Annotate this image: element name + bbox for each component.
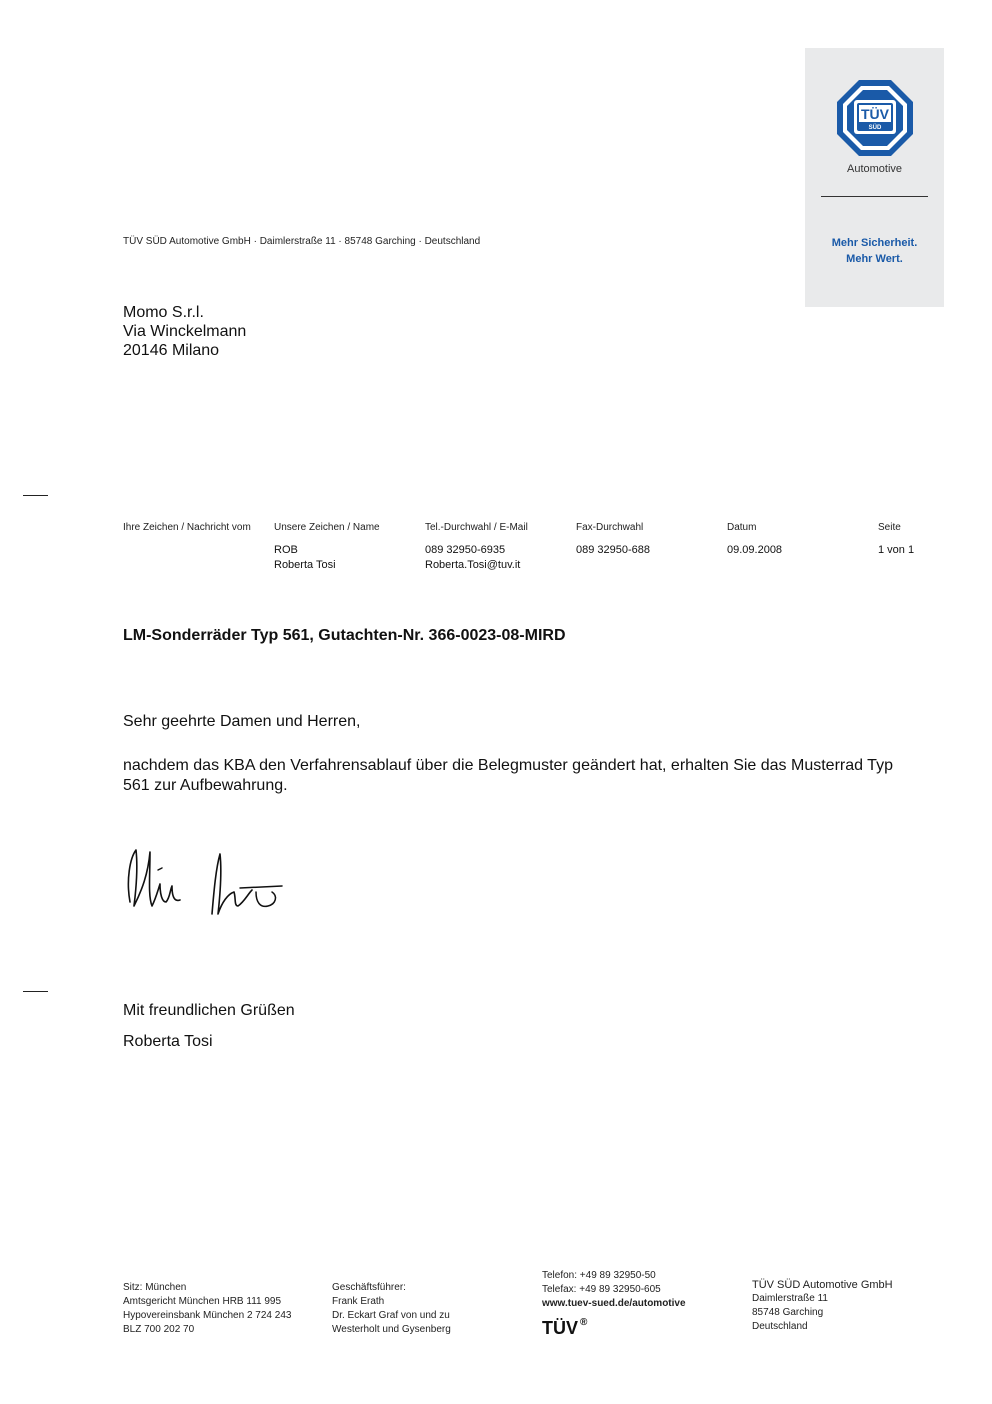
letter-body: nachdem das KBA den Verfahrensablauf über die Belegmuster geändert hat, erhalten Sie das Musterrad Typ 561 zur Aufbewahrung. [123, 757, 893, 794]
ref-date-label: Datum [727, 522, 757, 533]
logo-slogan [805, 235, 944, 267]
salutation: Sehr geehrte Damen und Herren, [123, 713, 361, 730]
svg-text:TÜV: TÜV [861, 106, 889, 122]
svg-text:®: ® [580, 1317, 588, 1328]
footer-company-name: TÜV SÜD Automotive GmbH [752, 1279, 893, 1291]
footer-fax: Telefax: +49 89 32950-605 [542, 1284, 661, 1295]
fold-mark-upper [23, 495, 48, 496]
ref-fax-value: 089 32950-688 [576, 544, 651, 556]
recipient-city: 20146 Milano [123, 342, 220, 359]
ref-phone-email [425, 520, 528, 573]
fold-mark-lower [23, 991, 48, 992]
ref-phone-value: 089 32950-6935 [425, 544, 506, 556]
recipient-name: Momo S.r.l. [123, 304, 204, 321]
slogan-line-2: Mehr Wert. [846, 253, 903, 265]
ref-our-reference-name: Roberta Tosi [274, 559, 336, 571]
logo-panel [805, 48, 944, 307]
sender-address-line: TÜV SÜD Automotive GmbH · Daimlerstraße 11 · 85748 Garching · Deutschland [123, 236, 481, 247]
recipient-address [123, 303, 246, 360]
footer-management-label: Geschäftsführer: [332, 1282, 406, 1293]
footer-company-street: Daimlerstraße 11 [752, 1293, 828, 1304]
svg-text:TÜV: TÜV [542, 1318, 578, 1338]
ref-phone-label: Tel.-Durchwahl / E-Mail [425, 522, 528, 533]
footer-company-city: 85748 Garching [752, 1307, 824, 1318]
recipient-street: Via Winckelmann [123, 323, 247, 340]
closing-phrase: Mit freundlichen Grüßen [123, 1002, 295, 1019]
ref-page-value: 1 von 1 [878, 544, 915, 556]
ref-fax-label: Fax-Durchwahl [576, 522, 644, 533]
footer-seat: Sitz: München [123, 1282, 187, 1293]
ref-our-reference [274, 520, 380, 573]
footer-contact [542, 1269, 686, 1311]
ref-our-reference-code: ROB [274, 544, 298, 556]
footer-bank: Hypovereinsbank München 2 724 243 [123, 1310, 292, 1321]
svg-text:SÜD: SÜD [868, 125, 882, 131]
ref-date [727, 520, 782, 558]
ref-page [878, 520, 914, 558]
footer-manager-2a: Dr. Eckart Graf von und zu [332, 1310, 450, 1321]
slogan-line-1: Mehr Sicherheit. [831, 237, 918, 249]
footer-company-address [752, 1278, 893, 1334]
ref-our-reference-label: Unsere Zeichen / Name [274, 522, 380, 533]
footer-website-link[interactable]: www.tuev-sued.de/automotive [542, 1298, 686, 1309]
footer-phone: Telefon: +49 89 32950-50 [542, 1270, 656, 1281]
logo-division: Automotive [846, 163, 903, 175]
ref-fax [576, 520, 650, 558]
ref-date-value: 09.09.2008 [727, 544, 783, 556]
ref-your-reference-label: Ihre Zeichen / Nachricht vom [123, 522, 251, 533]
footer-manager-2b: Westerholt und Gysenberg [332, 1324, 451, 1335]
ref-email-value: Roberta.Tosi@tuv.it [425, 559, 521, 571]
letter-subject: LM-Sonderräder Typ 561, Gutachten-Nr. 366-0023-08-MIRD [123, 627, 566, 644]
footer-company-country: Deutschland [752, 1321, 808, 1332]
footer-management [332, 1281, 451, 1337]
ref-page-label: Seite [878, 522, 901, 533]
handwritten-signature [122, 840, 292, 924]
footer-court: Amtsgericht München HRB 111 995 [123, 1296, 282, 1307]
footer-registration [123, 1281, 291, 1337]
signer-name: Roberta Tosi [123, 1033, 213, 1050]
footer-manager-1: Frank Erath [332, 1296, 385, 1307]
tuv-mark-icon [542, 1314, 592, 1338]
footer-blz: BLZ 700 202 70 [123, 1324, 195, 1335]
tuv-sud-logo [837, 80, 913, 156]
ref-your-reference [123, 520, 251, 543]
logo-divider [821, 196, 928, 197]
